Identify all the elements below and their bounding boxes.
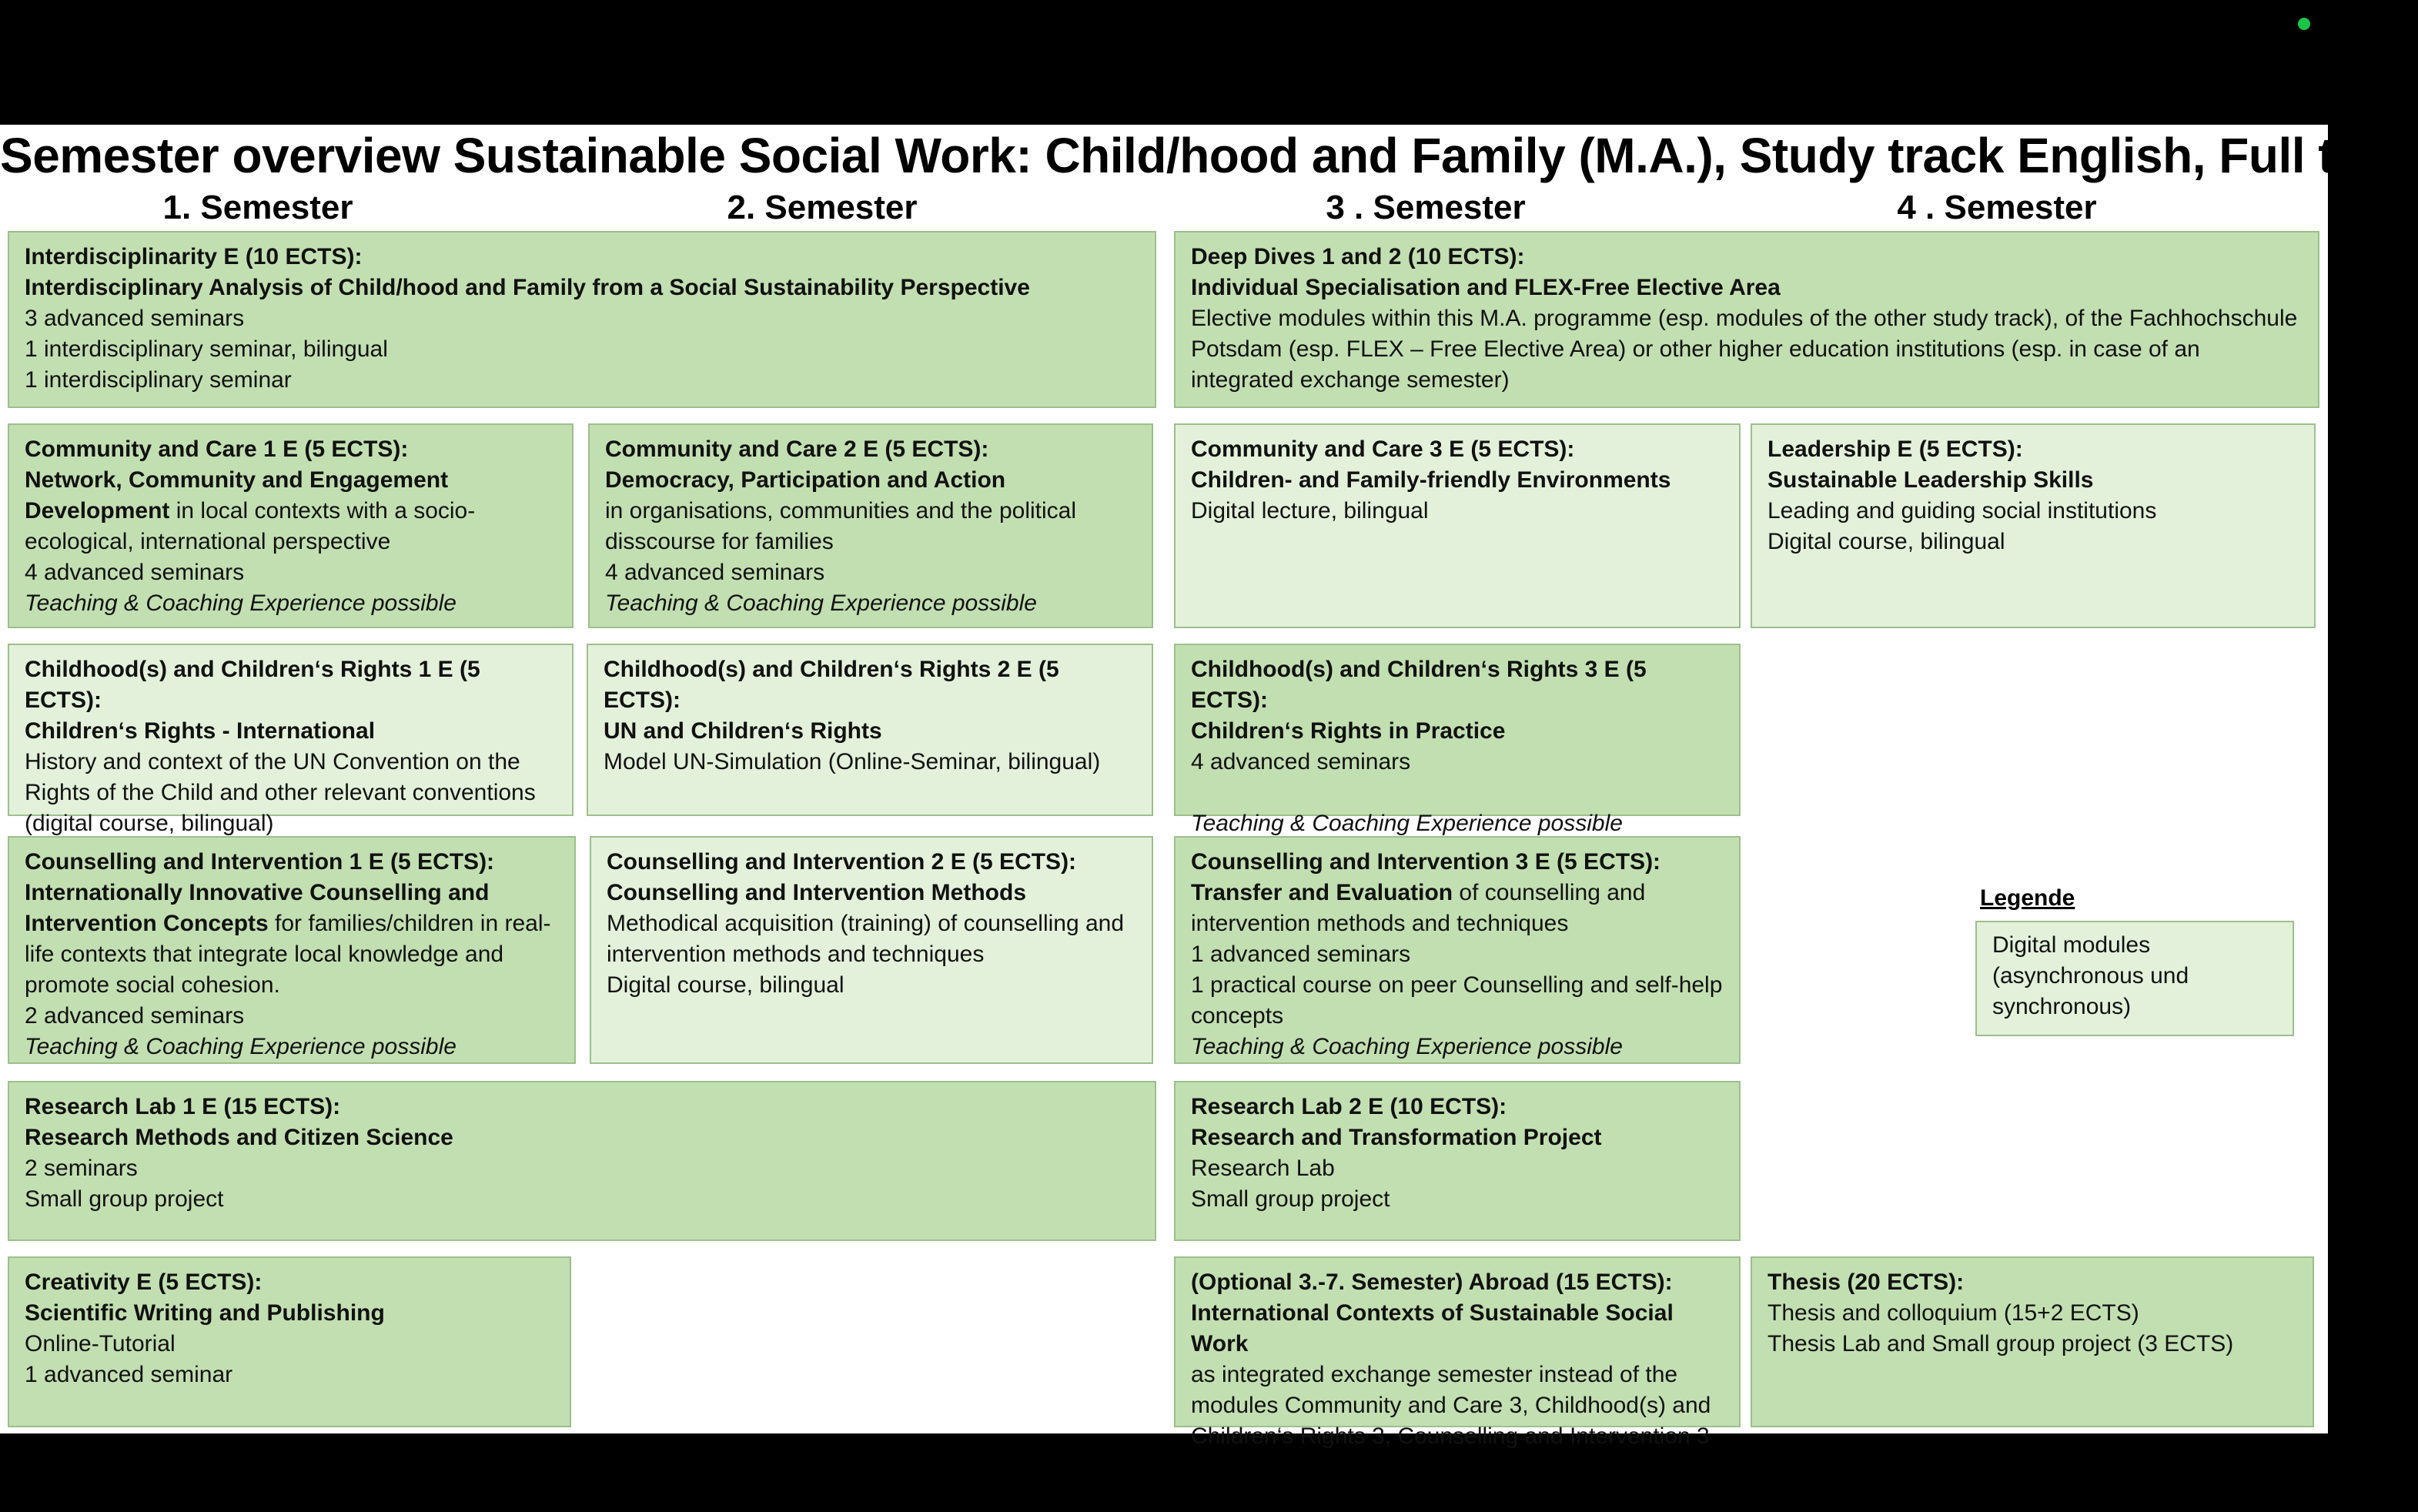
module-heading: Childhood(s) and Children‘s Rights 3 E (5 ECTS):: [1191, 657, 1647, 713]
module-heading: Creativity E (5 ECTS):: [25, 1269, 263, 1295]
legend-title: Legende: [1980, 885, 2075, 911]
module-abroad: [1174, 1256, 1741, 1449]
semester-2-header: 2. Semester: [727, 189, 918, 226]
module-line: Small group project: [25, 1186, 224, 1212]
module-subtitle: Individual Specialisation and FLEX-Free Elective Area: [1191, 275, 1781, 300]
module-heading: Community and Care 3 E (5 ECTS):: [1191, 437, 1575, 462]
module-heading: Interdisciplinarity E (10 ECTS):: [25, 244, 363, 269]
module-line: 1 practical course on peer Counselling and self-help concepts: [1191, 972, 1723, 1029]
module-line: 1 interdisciplinary seminar, bilingual: [25, 336, 388, 362]
module-line: 4 advanced seminars: [605, 560, 825, 585]
legend-digital-modules: [1975, 921, 2294, 1036]
module-line: 2 advanced seminars: [25, 1003, 245, 1029]
module-subtitle: Scientific Writing and Publishing: [25, 1300, 385, 1326]
module-subtitle: International Contexts of Sustainable Social Work: [1191, 1300, 1674, 1356]
module-description: in organisations, communities and the political disscourse for families: [605, 498, 1076, 554]
semester-4-header: 4 . Semester: [1897, 189, 2097, 226]
module-line: 1 interdisciplinary seminar: [25, 367, 292, 393]
module-line: Digital course, bilingual: [1768, 529, 2005, 554]
module-note: Teaching & Coaching Experience possible: [1191, 1034, 1623, 1059]
module-line: Model UN-Simulation (Online-Seminar, bilingual): [604, 749, 1101, 774]
module-community-care-2: [588, 423, 1153, 628]
module-deep-dives: [1174, 231, 2319, 408]
module-thesis: [1751, 1256, 2314, 1427]
module-description: for families/children in real-life contexts that integrate local knowledge and promote social cohesion.: [25, 911, 551, 998]
module-interdisciplinarity: [8, 231, 1156, 408]
module-subtitle: UN and Children‘s Rights: [604, 718, 882, 744]
module-community-care-3: [1174, 423, 1741, 628]
module-subtitle: Sustainable Leadership Skills: [1768, 467, 2094, 493]
module-community-care-1: [8, 423, 574, 628]
module-counselling-intervention-2: [590, 836, 1153, 1064]
module-heading: Childhood(s) and Children‘s Rights 2 E (5 ECTS):: [604, 657, 1059, 713]
module-line: 1 advanced seminars: [1191, 942, 1411, 967]
module-subtitle: Transfer and Evaluation: [1191, 880, 1453, 905]
module-childrens-rights-3: [1174, 644, 1741, 836]
module-line: Small group project: [1191, 1186, 1390, 1212]
module-line: Digital lecture, bilingual: [1191, 498, 1429, 524]
module-leadership: [1751, 423, 2316, 628]
module-subtitle: Children‘s Rights in Practice: [1191, 718, 1506, 744]
module-heading: Community and Care 1 E (5 ECTS):: [25, 437, 409, 462]
module-line: Online-Tutorial: [25, 1331, 176, 1356]
module-heading: Leadership E (5 ECTS):: [1768, 437, 2023, 462]
module-subtitle: Research and Transformation Project: [1191, 1125, 1602, 1150]
module-subtitle: Counselling and Intervention Methods: [607, 880, 1027, 905]
module-subtitle: Children‘s Rights - International: [25, 718, 376, 744]
module-heading: Counselling and Intervention 2 E (5 ECTS):: [607, 849, 1077, 875]
module-line: 4 advanced seminars: [25, 560, 245, 585]
module-description: of counselling and intervention methods and techniques: [1191, 880, 1646, 936]
module-childrens-rights-1: [8, 644, 574, 836]
module-subtitle: Internationally Innovative Counselling and Intervention Concepts: [25, 880, 490, 936]
module-heading: Deep Dives 1 and 2 (10 ECTS):: [1191, 244, 1525, 269]
module-subtitle: Democracy, Participation and Action: [605, 467, 1006, 493]
module-childrens-rights-2: [587, 644, 1153, 816]
module-heading: Thesis (20 ECTS):: [1768, 1269, 1965, 1295]
module-note: Teaching & Coaching Experience possible: [25, 1034, 457, 1059]
module-research-lab-2: [1174, 1081, 1741, 1241]
module-line: Thesis and colloquium (15+2 ECTS): [1768, 1300, 2139, 1326]
page-title: Semester overview Sustainable Social Work: Child/hood and Family (M.A.), Study track English, Full time: [0, 128, 2418, 183]
slide: [0, 125, 2418, 1449]
module-line: 1 advanced seminar: [25, 1362, 233, 1387]
semester-1-header: 1. Semester: [162, 189, 353, 226]
module-line: 3 advanced seminars: [25, 306, 245, 331]
module-description: Elective modules within this M.A. programme (esp. modules of the other study track), of the Fachhochschule Potsdam (esp. FLEX – Free Elective Area) or other higher education institutions (esp. in case of an integrated exchange semester): [1191, 306, 2298, 393]
semester-3-header: 3 . Semester: [1326, 189, 1526, 226]
status-indicator-dot: [2298, 18, 2310, 30]
module-line: Thesis Lab and Small group project (3 ECTS): [1768, 1331, 2234, 1356]
module-heading: Counselling and Intervention 1 E (5 ECTS):: [25, 849, 495, 875]
module-description: Methodical acquisition (training) of counselling and intervention methods and techniques: [607, 911, 1125, 967]
module-subtitle: Research Methods and Citizen Science: [25, 1125, 453, 1150]
module-subtitle: Children- and Family-friendly Environments: [1191, 467, 1671, 493]
module-line: 2 seminars: [25, 1156, 138, 1181]
module-note: Teaching & Coaching Experience possible: [605, 590, 1037, 616]
module-heading: Community and Care 2 E (5 ECTS):: [605, 437, 989, 462]
module-counselling-intervention-1: [8, 836, 576, 1064]
module-heading: Research Lab 2 E (10 ECTS):: [1191, 1094, 1507, 1119]
module-subtitle: Interdisciplinary Analysis of Child/hood and Family from a Social Sustainability Perspective: [25, 275, 1030, 300]
module-heading: (Optional 3.-7. Semester) Abroad (15 ECTS):: [1191, 1269, 1673, 1295]
module-description: as integrated exchange semester instead of the modules Community and Care 3, Childhood(s) and Children‘s Rights 3, Counselling and Intervention 3: [1191, 1362, 1711, 1449]
legend-item-label: Digital modules (asynchronous und synchronous): [1992, 932, 2189, 1019]
module-line: Digital course, bilingual: [607, 972, 844, 998]
module-description: History and context of the UN Convention on the Rights of the Child and other relevant conventions (digital course, bilingual): [25, 749, 536, 836]
module-heading: Childhood(s) and Children‘s Rights 1 E (5 ECTS):: [25, 657, 480, 713]
module-heading: Counselling and Intervention 3 E (5 ECTS):: [1191, 849, 1661, 875]
module-note: Teaching & Coaching Experience possible: [25, 590, 457, 616]
module-research-lab-1: [8, 1081, 1156, 1241]
module-creativity: [8, 1256, 571, 1427]
module-heading: Research Lab 1 E (15 ECTS):: [25, 1094, 341, 1119]
module-description: in local contexts with a socio-ecological, international perspective: [25, 498, 476, 554]
module-line: Leading and guiding social institutions: [1768, 498, 2157, 524]
module-line: 4 advanced seminars: [1191, 749, 1411, 774]
module-counselling-intervention-3: [1174, 836, 1741, 1064]
module-line: Research Lab: [1191, 1156, 1335, 1181]
module-subtitle: Network, Community and Engagement Development: [25, 467, 449, 524]
module-note: Teaching & Coaching Experience possible: [1191, 811, 1623, 836]
